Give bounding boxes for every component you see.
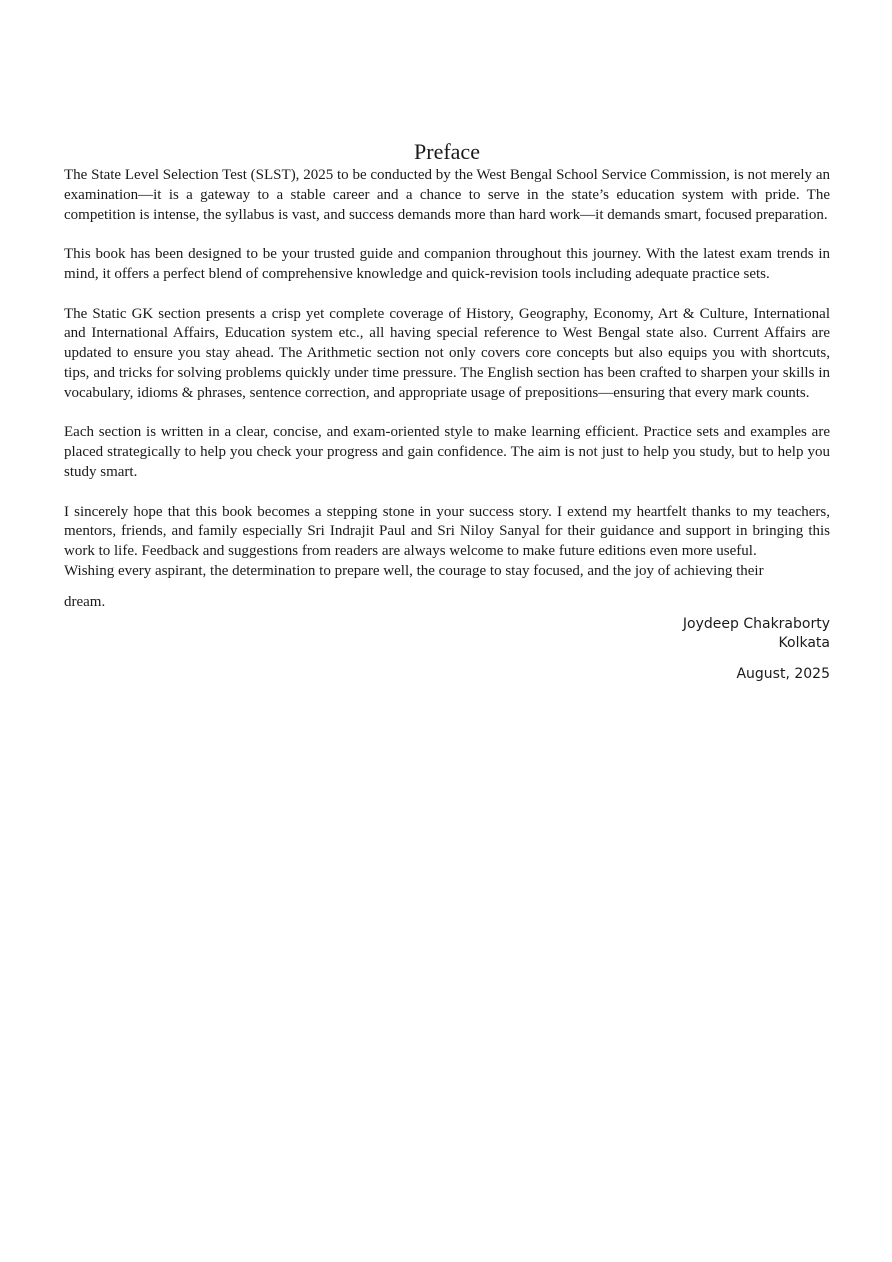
page-title: Preface [414,139,480,164]
signature-block [64,615,830,654]
paragraph-book-purpose: This book has been designed to be your trusted guide and companion throughout this journey. With the latest exam trends in mind, it offers a perfect blend of comprehensive knowledge and quick-revision tools including adequate practice sets. [64,246,830,282]
closing-wish [64,562,830,613]
paragraph-sections: The Static GK section presents a crisp yet complete coverage of History, Geography, Economy, Art & Culture, International and International Affairs, Education system etc., all having special reference to West Bengal state also. Current Affairs are updated to ensure you stay ahead. The Arithmetic section not only covers core concepts but also equips you with shortcuts, tips, and tricks for solving problems quickly under time pressure. The English section has been crafted to sharpen your skills in vocabulary, idioms & phrases, sentence correction, and appropriate usage of prepositions—ensuring that every mark counts. [64,305,830,401]
paragraph-thanks: I sincerely hope that this book becomes a stepping stone in your success story. I extend my heartfelt thanks to my teachers, mentors, friends, and family especially Sri Indrajit Paul and Sri Niloy Sanyal for their guidance and support in bringing this work to life. Feedback and suggestions from readers are always welcome to make future editions even more useful. [64,503,830,560]
paragraph-intro: The State Level Selection Test (SLST), 2025 to be conducted by the West Bengal School Service Commission, is not merely an examination—it is a gateway to a stable career and a chance to serve in the state’s education system with pride. The competition is intense, the syllabus is vast, and success demands more than hard work—it demands smart, focused preparation. [64,167,830,223]
closing-wish-line: Wishing every aspirant, the determination to prepare well, the courage to stay focused, and the joy of achieving their [64,562,764,579]
author-place: Kolkata [778,635,830,652]
preface-date: August, 2025 [736,665,830,682]
paragraph-style: Each section is written in a clear, concise, and exam-oriented style to make learning efficient. Practice sets and examples are placed strategically to help you check your progress and gain confidence. The aim is not just to help you study, but to help you study smart. [64,424,830,480]
preface-page [64,138,830,684]
closing-wish-last-word: dream. [64,593,106,610]
author-name: Joydeep Chakraborty [682,615,830,632]
